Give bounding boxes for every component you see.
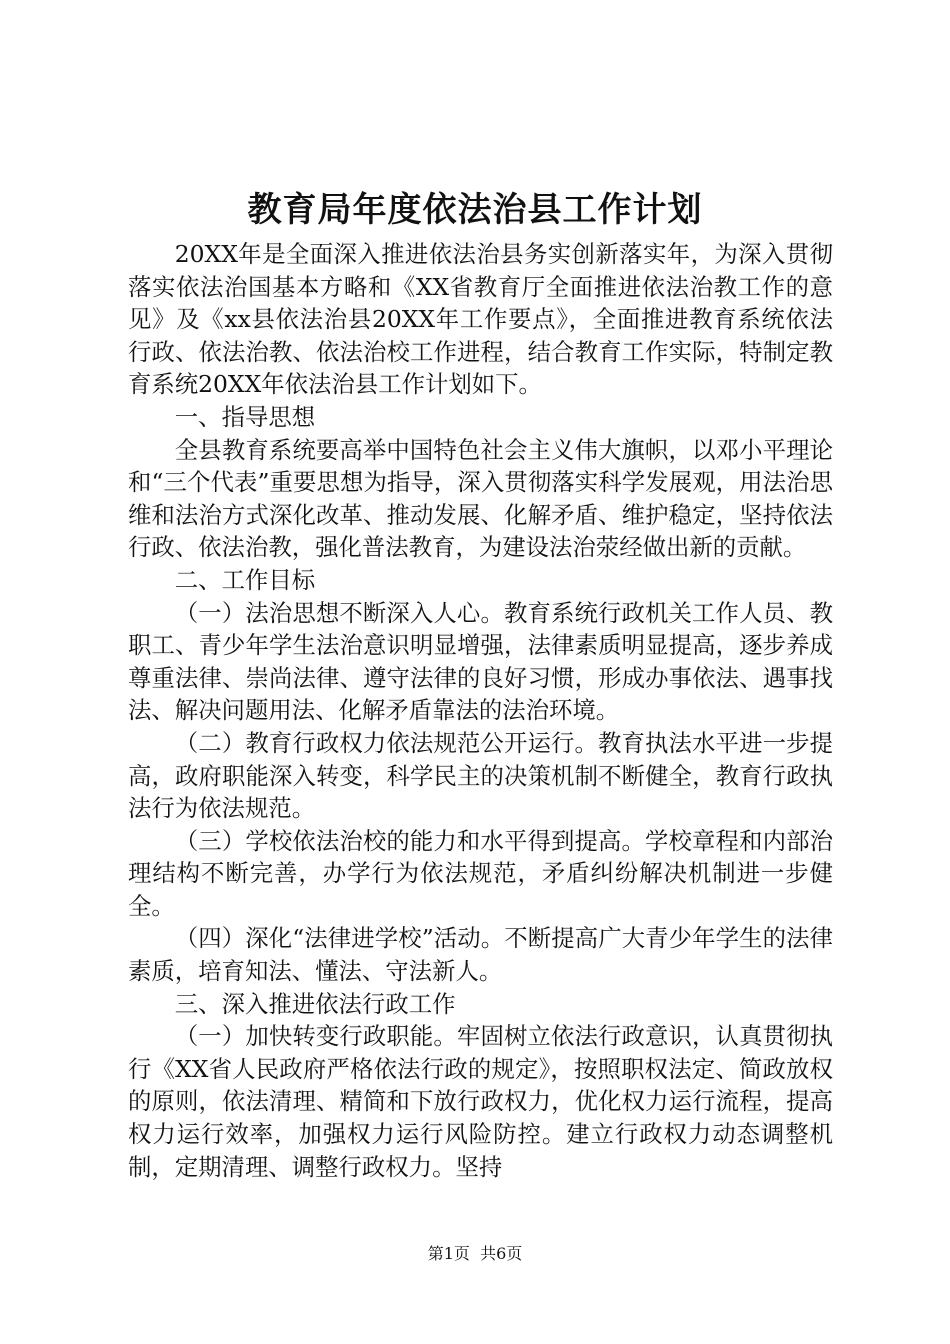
section-heading-2: 二、工作目标 <box>174 565 316 594</box>
page-footer <box>0 1244 950 1264</box>
paragraph-goal-4: （四）深化“法律进学校”活动。不断提高广大青少年学生的法律素质，培育知法、懂法、守法新人。 <box>128 924 833 986</box>
section-heading-3: 三、深入推进依法行政工作 <box>174 989 456 1018</box>
page-total: 共6页 <box>480 1244 523 1263</box>
page-number: 第1页 <box>427 1244 470 1263</box>
paragraph-guiding-ideology: 全县教育系统要高举中国特色社会主义伟大旗帜，以邓小平理论和“三个代表”重要思想为指导，深入贯彻落实科学发展观，用法治思维和法治方式深化改革、推动发展、化解矛盾、维护稳定，坚持依法行政、依法治教，强化普法教育，为建设法治荥经做出新的贡献。 <box>128 435 833 562</box>
paragraph-goal-2: （二）教育行政权力依法规范公开运行。教育执法水平进一步提高，政府职能深入转变，科学民主的决策机制不断健全，教育行政执法行为依法规范。 <box>128 728 833 823</box>
document-body <box>128 238 833 1183</box>
paragraph-admin-1: （一）加快转变行政职能。牢固树立依法行政意识，认真贯彻执行《XX省人民政府严格依法行政的规定》，按照职权法定、简政放权的原则，依法清理、精简和下放行政权力，优化权力运行流程，提高权力运行效率，加强权力运行风险防控。建立行政权力动态调整机制，定期清理、调整行政权力。坚持 <box>128 1022 833 1181</box>
section-heading-1: 一、指导思想 <box>174 402 316 431</box>
paragraph-intro: 20XX年是全面深入推进依法治县务实创新落实年，为深入贯彻落实依法治国基本方略和《XX省教育厅全面推进依法治教工作的意见》及《xx县依法治县20XX年工作要点》，全面推进教育系统依法行政、依法治教、依法治校工作进程，结合教育工作实际，特制定教育系统20XX年依法治县工作计划如下。 <box>128 240 833 399</box>
paragraph-goal-3: （三）学校依法治校的能力和水平得到提高。学校章程和内部治理结构不断完善，办学行为依法规范，矛盾纠纷解决机制进一步健全。 <box>128 826 833 920</box>
paragraph-goal-1: （一）法治思想不断深入人心。教育系统行政机关工作人员、教职工、青少年学生法治意识明显增强，法律素质明显提高，逐步养成尊重法律、崇尚法律、遵守法律的良好习惯，形成办事依法、遇事找法、解决问题用法、化解矛盾靠法的法治环境。 <box>128 598 833 725</box>
document-title: 教育局年度依法治县工作计划 <box>247 190 703 230</box>
